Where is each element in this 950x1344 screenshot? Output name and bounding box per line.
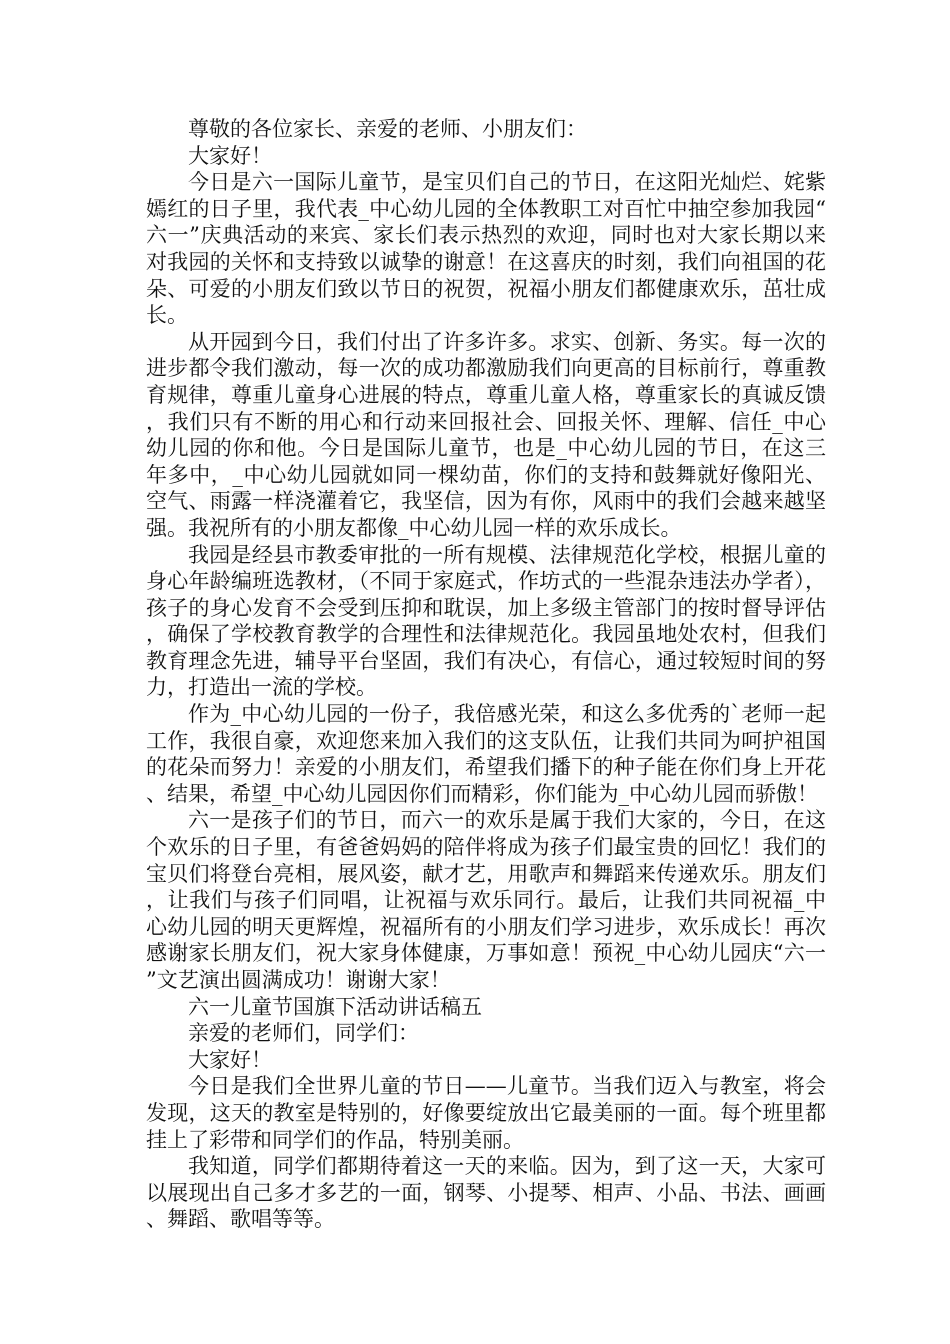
paragraph-classroom: 今日是我们全世界儿童的节日——儿童节。当我们迈入与教室，将会发现，这天的教室是特别的，好像要绽放出它最美丽的一面。每个班里都挂上了彩带和同学们的作品，特别美丽。 [146, 1074, 826, 1152]
paragraph-history: 从开园到今日，我们付出了许多许多。求实、创新、务实。每一次的进步都令我们激动，每一次的成功都激励我们向更高的目标前行，尊重教育规律，尊重儿童身心进展的特点，尊重儿童人格，尊重家长的真诚反馈，我们只有不断的用心和行动来回报社会、回报关怀、理解、信任_中心幼儿园的你和他。今日是国际儿童节，也是_中心幼儿园的节日，在这三年多中，_中心幼儿园就如同一棵幼苗，你们的支持和鼓舞就好像阳光、空气、雨露一样浇灌着它，我坚信，因为有你，风雨中的我们会越来越坚强。我祝所有的小朋友都像_中心幼儿园一样的欢乐成长。 [146, 329, 826, 540]
paragraph-pride: 作为_中心幼儿园的一份子，我倍感光荣，和这么多优秀的`老师一起工作，我很自豪，欢迎您来加入我们的这支队伍，让我们共同为呵护祖国的花朵而努力！亲爱的小朋友们，希望我们播下的种子能在你们身上开花、结果，希望_中心幼儿园因你们而精彩，你们能为_中心幼儿园而骄傲！ [146, 702, 826, 806]
greeting-line-2: 亲爱的老师们，同学们： [188, 1021, 419, 1046]
paragraph-school: 我园是经县市教委审批的一所有规模、法律规范化学校，根据儿童的身心年龄编班选教材，（不同于家庭式，作坊式的一些混杂违法办学者），孩子的身心发育不会受到压抑和耽误，加上多级主管部门的按时督导评估，确保了学校教育教学的合理性和法律规范化。我园虽地处农村，但我们教育理念先进，辅导平台坚固，我们有决心，有信心，通过较短时间的努力，打造出一流的学校。 [146, 542, 826, 700]
hello-line-2: 大家好！ [188, 1047, 272, 1072]
paragraph-celebration: 六一是孩子们的节日，而六一的欢乐是属于我们大家的，今日，在这个欢乐的日子里，有爸爸妈妈的陪伴将成为孩子们最宝贵的回忆！我们的宝贝们将登台亮相，展风姿，献才艺，用歌声和舞蹈来传递欢乐。朋友们，让我们与孩子们同唱，让祝福与欢乐同行。最后，让我们共同祝福_中心幼儿园的明天更辉煌，祝福所有的小朋友们学习进步，欢乐成长！再次感谢家长朋友们，祝大家身体健康，万事如意！预祝_中心幼儿园庆“六一”文艺演出圆满成功！谢谢大家！ [146, 808, 826, 992]
section-heading: 六一儿童节国旗下活动讲话稿五 [188, 994, 482, 1019]
document-body [146, 116, 826, 1233]
greeting-line: 尊敬的各位家长、亲爱的老师、小朋友们： [188, 117, 587, 141]
paragraph-talents: 我知道，同学们都期待着这一天的来临。因为，到了这一天，大家可以展现出自己多才多艺的一面，钢琴、小提琴、相声、小品、书法、画画、舞蹈、歌唱等等。 [146, 1154, 826, 1232]
hello-line: 大家好！ [188, 143, 272, 168]
paragraph-welcome: 今日是六一国际儿童节，是宝贝们自己的节日，在这阳光灿烂、姹紫嫣红的日子里，我代表_中心幼儿园的全体教职工对百忙中抽空参加我园“六一”庆典活动的来宾、家长们表示热烈的欢迎，同时也对大家长期以来对我园的关怀和支持致以诚挚的谢意！在这喜庆的时刻，我们向祖国的花朵、可爱的小朋友们致以节日的祝贺，祝福小朋友们都健康欢乐，茁壮成长。 [146, 170, 826, 328]
